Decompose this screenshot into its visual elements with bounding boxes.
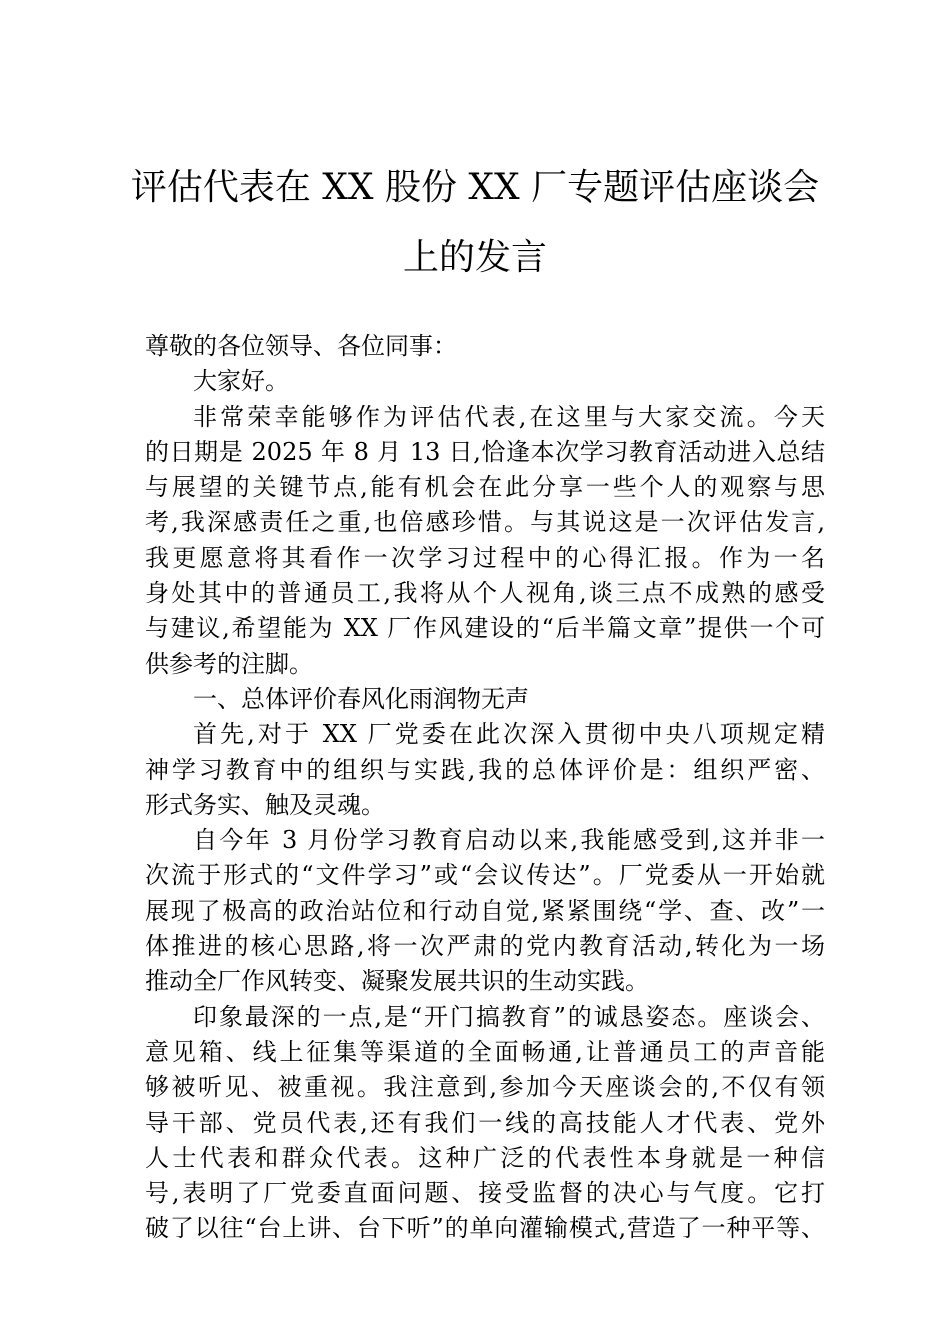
- body-line: 形式务实、触及灵魂。: [145, 790, 385, 819]
- body-line: 与展望的关键节点,能有机会在此分享一些个人的观察与思: [145, 473, 825, 502]
- body-line: 的日期是 2025 年 8 月 13 日,恰逢本次学习教育活动进入总结: [145, 437, 825, 466]
- body-line: 身处其中的普通员工,我将从个人视角,谈三点不成熟的感受: [145, 579, 825, 608]
- body-line: 导干部、党员代表,还有我们一线的高技能人才代表、党外: [145, 1108, 825, 1137]
- body-line: 体推进的核心思路,将一次严肃的党内教育活动,转化为一场: [145, 932, 825, 961]
- document-title-line-2: 上的发言: [402, 237, 547, 278]
- body-line: 自今年 3 月份学习教育启动以来,我能感受到,这并非一: [193, 826, 825, 855]
- body-line: 推动全厂作风转变、凝聚发展共识的生动实践。: [145, 967, 649, 996]
- body-line: 尊敬的各位领导、各位同事：: [145, 332, 457, 360]
- body-line: 首先,对于 XX 厂党委在此次深入贯彻中央八项规定精: [193, 720, 825, 749]
- body-line: 印象最深的一点,是“开门搞教育”的诚恳姿态。座谈会、: [193, 1002, 825, 1031]
- document-title-line-1: 评估代表在 XX 股份 XX 厂专题评估座谈会: [130, 167, 820, 208]
- body-line: 与建议,希望能为 XX 厂作风建设的“后半篇文章”提供一个可: [145, 614, 825, 643]
- body-line: 非常荣幸能够作为评估代表,在这里与大家交流。今天: [193, 402, 825, 431]
- body-line: 次流于形式的“文件学习”或“会议传达”。厂党委从一开始就: [145, 861, 825, 890]
- body-line: 我更愿意将其看作一次学习过程中的心得汇报。作为一名: [145, 543, 825, 572]
- body-line: 神学习教育中的组织与实践,我的总体评价是：组织严密、: [145, 755, 825, 784]
- body-line: 破了以往“台上讲、台下听”的单向灌输模式,营造了一种平等、: [145, 1214, 825, 1243]
- body-line: 人士代表和群众代表。这种广泛的代表性本身就是一种信: [145, 1143, 825, 1172]
- body-line: 展现了极高的政治站位和行动自觉,紧紧围绕“学、查、改”一: [145, 896, 825, 925]
- body-line: 号,表明了厂党委直面问题、接受监督的决心与气度。它打: [145, 1179, 825, 1208]
- body-line: 考,我深感责任之重,也倍感珍惜。与其说这是一次评估发言,: [145, 508, 825, 537]
- body-line: 供参考的注脚。: [145, 649, 313, 678]
- body-line: 一、总体评价春风化雨润物无声: [193, 684, 529, 713]
- document-body: [145, 329, 825, 1247]
- body-line: 意见箱、线上征集等渠道的全面畅通,让普通员工的声音能: [145, 1037, 825, 1066]
- body-line: 大家好。: [193, 367, 289, 396]
- body-line: 够被听见、被重视。我注意到,参加今天座谈会的,不仅有领: [145, 1073, 825, 1102]
